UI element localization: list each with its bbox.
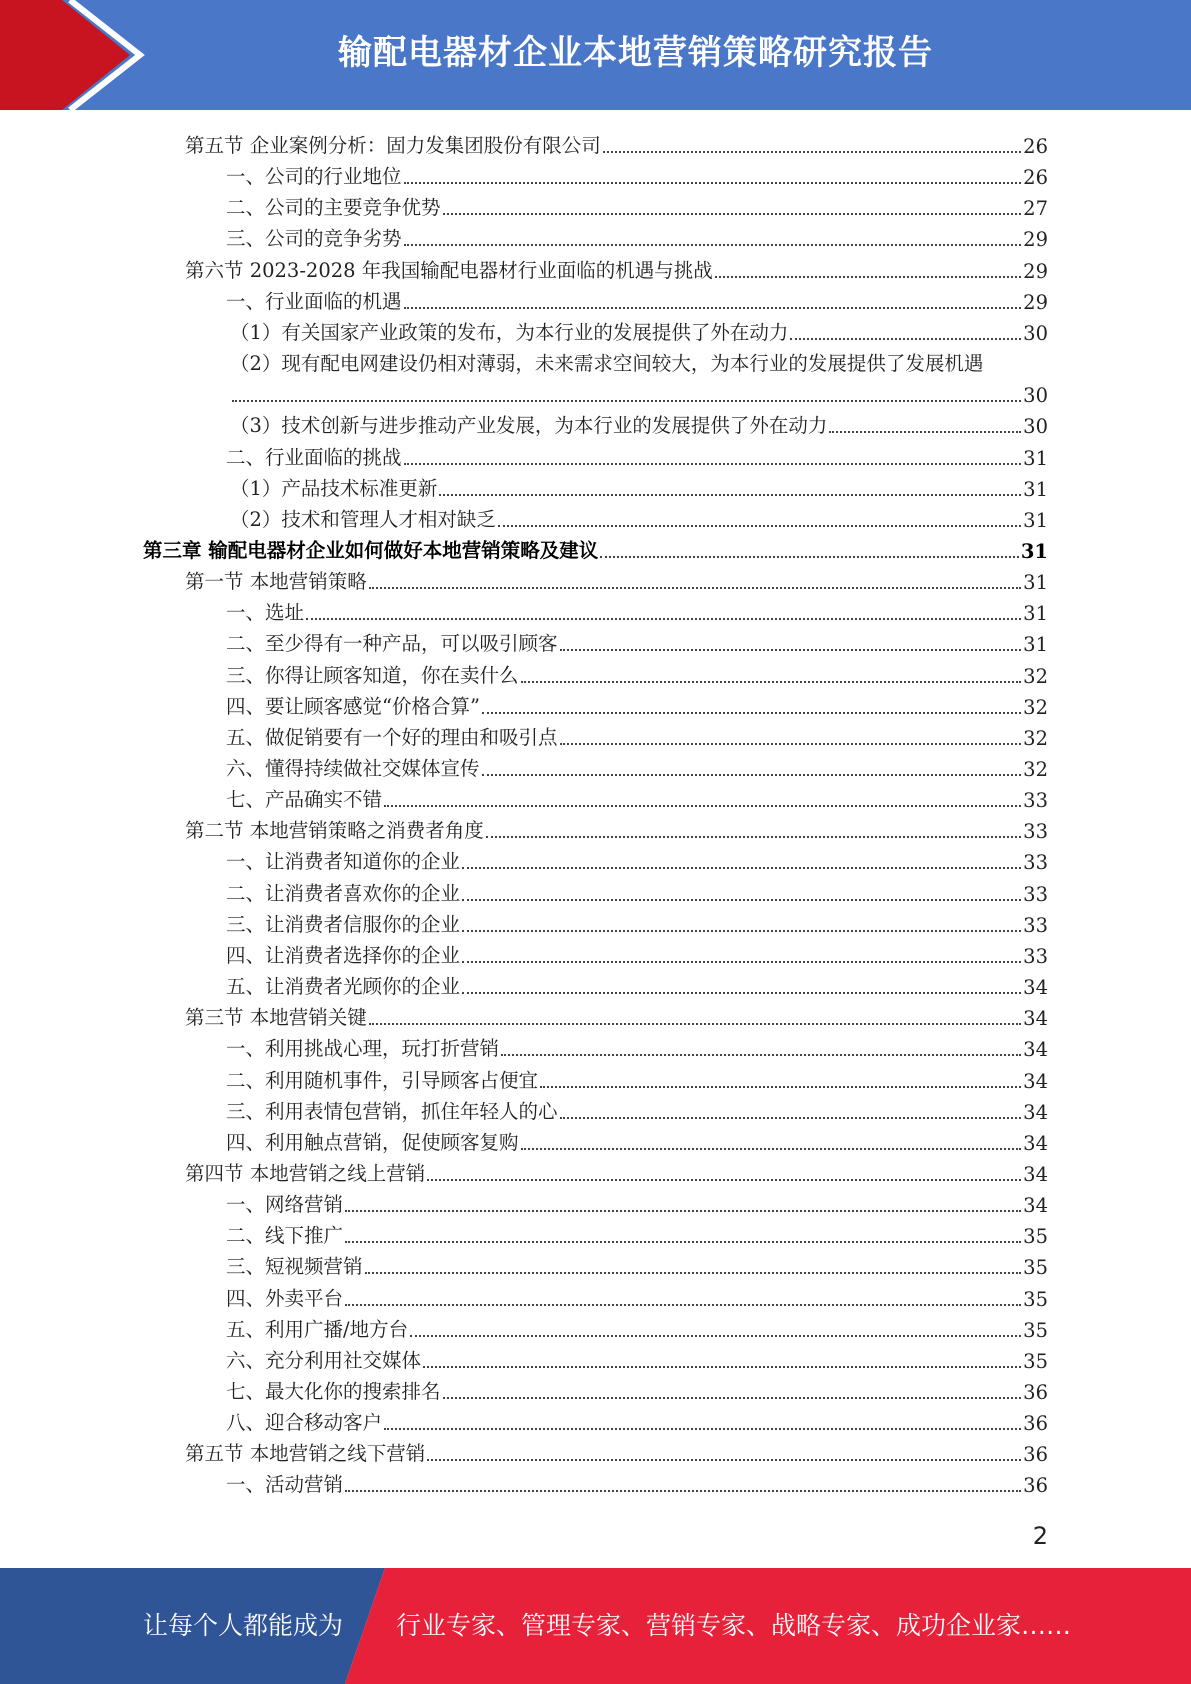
toc-entry[interactable] bbox=[230, 345, 1048, 376]
toc-entry-label: 五、让消费者光顾你的企业 bbox=[226, 975, 461, 999]
toc-entry[interactable] bbox=[226, 1093, 1048, 1124]
toc-entry-label: 四、要让顾客感觉“价格合算” bbox=[226, 694, 480, 718]
page-header bbox=[0, 0, 1191, 110]
toc-entry-page: 31 bbox=[1023, 446, 1048, 470]
toc-entry[interactable] bbox=[226, 1062, 1048, 1093]
toc-entry[interactable] bbox=[226, 719, 1048, 750]
toc-entry[interactable] bbox=[226, 688, 1048, 719]
toc-leader-dots bbox=[462, 992, 1021, 994]
toc-entry[interactable] bbox=[185, 1155, 1048, 1186]
toc-entry-page: 32 bbox=[1023, 664, 1048, 688]
page-footer bbox=[0, 1568, 1191, 1684]
toc-entry-page: 35 bbox=[1023, 1256, 1048, 1280]
toc-leader-dots bbox=[462, 867, 1021, 869]
toc-leader-dots bbox=[600, 556, 1019, 558]
toc-entry-label: 三、利用表情包营销，抓住年轻人的心 bbox=[226, 1099, 558, 1123]
toc-leader-dots bbox=[384, 1428, 1021, 1430]
toc-entry-page: 36 bbox=[1023, 1412, 1048, 1436]
toc-entry[interactable] bbox=[226, 937, 1048, 968]
toc-entry-page: 34 bbox=[1023, 1007, 1048, 1031]
toc-entry[interactable] bbox=[226, 220, 1048, 251]
toc-entry[interactable] bbox=[185, 252, 1048, 283]
toc-entry-label: 五、利用广播/地方台 bbox=[226, 1317, 409, 1341]
toc-entry-label: 八、迎合移动客户 bbox=[226, 1411, 383, 1435]
toc-entry-page: 35 bbox=[1023, 1225, 1048, 1249]
toc-leader-dots bbox=[462, 930, 1021, 932]
toc-leader-dots bbox=[498, 525, 1021, 527]
toc-entry-page: 27 bbox=[1023, 197, 1048, 221]
toc-leader-dots bbox=[345, 1241, 1021, 1243]
toc-leader-dots bbox=[365, 1272, 1022, 1274]
toc-entry-page: 33 bbox=[1023, 913, 1048, 937]
toc-leader-dots bbox=[404, 244, 1022, 246]
toc-entry-page: 32 bbox=[1023, 758, 1048, 781]
toc-entry-label: 七、产品确实不错 bbox=[226, 788, 383, 812]
toc-entry-page: 32 bbox=[1023, 695, 1048, 719]
toc-entry-page: 33 bbox=[1023, 789, 1048, 813]
toc-entry[interactable] bbox=[226, 843, 1048, 874]
footer-slogan-right: 行业专家、管理专家、营销专家、战略专家、成功企业家…… bbox=[396, 1611, 1072, 1640]
toc-leader-dots bbox=[482, 774, 1022, 776]
toc-leader-dots bbox=[369, 587, 1021, 589]
toc-entry-label: 二、线下推广 bbox=[226, 1224, 344, 1248]
toc-entry-continuation[interactable] bbox=[230, 376, 1048, 407]
toc-entry[interactable] bbox=[226, 968, 1048, 999]
document-title: 输配电器材企业本地营销策略研究报告 bbox=[338, 33, 933, 73]
toc-leader-dots bbox=[715, 276, 1021, 278]
toc-entry-label: 第六节 2023-2028 年我国输配电器材行业面临的机遇与挑战 bbox=[185, 258, 713, 282]
toc-leader-dots bbox=[486, 836, 1021, 838]
toc-entry-page: 34 bbox=[1023, 976, 1048, 1000]
toc-entry-label: 四、外卖平台 bbox=[226, 1286, 344, 1310]
toc-entry-label: 第三章 输配电器材企业如何做好本地营销策略及建议 bbox=[143, 538, 599, 562]
toc-entry[interactable] bbox=[230, 407, 1048, 438]
toc-leader-dots bbox=[404, 182, 1022, 184]
toc-entry[interactable] bbox=[226, 594, 1048, 625]
toc-entry-page: 29 bbox=[1023, 228, 1048, 252]
toc-entry-page: 31 bbox=[1023, 571, 1048, 595]
toc-entry[interactable] bbox=[230, 470, 1048, 501]
toc-entry-page: 33 bbox=[1023, 882, 1048, 906]
toc-entry[interactable] bbox=[226, 1280, 1048, 1311]
toc-entry[interactable] bbox=[226, 1311, 1048, 1342]
toc-entry-page: 35 bbox=[1023, 1287, 1048, 1311]
toc-entry-label: 七、最大化你的搜索排名 bbox=[226, 1380, 441, 1403]
toc-leader-dots bbox=[462, 899, 1021, 901]
toc-entry-page: 31 bbox=[1023, 602, 1048, 626]
toc-entry-label: （1）有关国家产业政策的发布，为本行业的发展提供了外在动力 bbox=[230, 320, 789, 344]
toc-leader-dots bbox=[410, 1335, 1021, 1337]
toc-entry[interactable] bbox=[226, 625, 1048, 656]
toc-leader-dots bbox=[603, 151, 1021, 153]
toc-entry-page: 34 bbox=[1023, 1194, 1048, 1218]
toc-entry-page: 31 bbox=[1023, 477, 1048, 501]
toc-leader-dots bbox=[790, 338, 1021, 340]
toc-entry-label: 六、充分利用社交媒体 bbox=[226, 1348, 422, 1372]
toc-leader-dots bbox=[423, 1366, 1021, 1368]
toc-entry[interactable] bbox=[226, 1373, 1048, 1404]
toc-leader-dots bbox=[560, 1117, 1022, 1119]
toc-entry[interactable] bbox=[226, 750, 1048, 781]
toc-entry-page: 34 bbox=[1023, 1162, 1048, 1186]
toc-entry-page: 33 bbox=[1023, 820, 1048, 844]
toc-entry[interactable] bbox=[226, 781, 1048, 812]
toc-leader-dots bbox=[540, 1086, 1021, 1088]
toc-leader-dots bbox=[232, 400, 1021, 402]
toc-entry-label: 一、网络营销 bbox=[226, 1193, 344, 1217]
toc-entry-label: 二、行业面临的挑战 bbox=[226, 445, 402, 469]
toc-entry-page: 32 bbox=[1023, 726, 1048, 750]
toc-entry-page: 31 bbox=[1023, 633, 1048, 657]
footer-slogan-left: 让每个人都能成为 bbox=[143, 1611, 344, 1640]
toc-entry-page: 30 bbox=[1023, 415, 1048, 439]
toc-entry-page: 29 bbox=[1023, 290, 1048, 314]
toc-entry-label: 第二节 本地营销策略之消费者角度 bbox=[185, 819, 484, 843]
toc-leader-dots bbox=[345, 1210, 1021, 1212]
toc-entry[interactable] bbox=[226, 1217, 1048, 1248]
toc-leader-dots bbox=[404, 307, 1022, 309]
toc-entry-label: 一、行业面临的机遇 bbox=[226, 289, 402, 313]
toc-entry-page: 33 bbox=[1023, 944, 1048, 968]
toc-entry-label: 三、公司的竞争劣势 bbox=[226, 227, 402, 251]
toc-entry[interactable] bbox=[185, 812, 1048, 843]
toc-entry[interactable] bbox=[226, 875, 1048, 906]
toc-entry-label: 一、活动营销 bbox=[226, 1473, 344, 1497]
toc-entry-page: 36 bbox=[1023, 1381, 1048, 1404]
toc-leader-dots bbox=[501, 1054, 1021, 1056]
toc-entry[interactable] bbox=[230, 314, 1048, 345]
toc-leader-dots bbox=[345, 1304, 1021, 1306]
toc-entry[interactable] bbox=[226, 1466, 1048, 1497]
toc-entry-page: 34 bbox=[1023, 1069, 1048, 1093]
toc-entry-page: 36 bbox=[1023, 1443, 1048, 1467]
toc-entry-label: 二、至少得有一种产品，可以吸引顾客 bbox=[226, 632, 558, 656]
toc-entry[interactable] bbox=[226, 1342, 1048, 1373]
toc-entry[interactable] bbox=[226, 1186, 1048, 1217]
toc-entry-label: 二、让消费者喜欢你的企业 bbox=[226, 881, 461, 905]
toc-entry-label: 六、懂得持续做社交媒体宣传 bbox=[226, 757, 480, 780]
toc-entry[interactable] bbox=[226, 1404, 1048, 1435]
toc-entry[interactable] bbox=[226, 1030, 1048, 1061]
toc-entry-page: 34 bbox=[1023, 1038, 1048, 1062]
toc-leader-dots bbox=[427, 1179, 1021, 1181]
toc-leader-dots bbox=[443, 1397, 1022, 1399]
toc-leader-dots bbox=[306, 618, 1021, 620]
toc-entry-page: 31 bbox=[1023, 508, 1048, 532]
toc-entry-label: 三、你得让顾客知道，你在卖什么 bbox=[226, 663, 519, 687]
toc-entry-page: 34 bbox=[1023, 1131, 1048, 1155]
toc-entry-label: 第五节 本地营销之线下营销 bbox=[185, 1442, 426, 1466]
toc-entry-page: 30 bbox=[1023, 384, 1048, 408]
toc-entry-label: 一、利用挑战心理，玩打折营销 bbox=[226, 1037, 500, 1061]
toc-entry-page: 26 bbox=[1023, 135, 1048, 158]
toc-entry-label: 三、让消费者信服你的企业 bbox=[226, 912, 461, 936]
toc-entry-label: 二、公司的主要竞争优势 bbox=[226, 196, 441, 220]
toc-entry[interactable] bbox=[226, 906, 1048, 937]
toc-entry-label: （2）现有配电网建设仍相对薄弱，未来需求空间较大，为本行业的发展提供了发展机遇 bbox=[230, 352, 984, 376]
toc-entry-page: 30 bbox=[1023, 321, 1048, 345]
toc-leader-dots bbox=[384, 805, 1021, 807]
toc-entry[interactable] bbox=[185, 1435, 1048, 1466]
toc-entry-label: 一、让消费者知道你的企业 bbox=[226, 850, 461, 874]
toc-entry-label: 五、做促销要有一个好的理由和吸引点 bbox=[226, 725, 558, 749]
toc-entry-label: 第三节 本地营销关键 bbox=[185, 1006, 367, 1030]
toc-leader-dots bbox=[560, 649, 1022, 651]
toc-entry[interactable] bbox=[185, 127, 1048, 158]
toc-entry[interactable] bbox=[226, 283, 1048, 314]
toc-entry-page: 33 bbox=[1023, 851, 1048, 875]
toc-leader-dots bbox=[443, 213, 1022, 215]
toc-entry-label: 三、短视频营销 bbox=[226, 1255, 363, 1279]
toc-leader-dots bbox=[427, 1459, 1021, 1461]
toc-entry[interactable] bbox=[185, 563, 1048, 594]
toc-leader-dots bbox=[829, 431, 1021, 433]
toc-entry-label: （2）技术和管理人才相对缺乏 bbox=[230, 507, 496, 531]
page-number: 2 bbox=[1032, 1522, 1048, 1550]
toc-leader-dots bbox=[482, 712, 1021, 714]
toc-entry[interactable] bbox=[226, 189, 1048, 220]
toc-chapter-entry[interactable] bbox=[143, 532, 1048, 563]
toc-entry-label: （1）产品技术标准更新 bbox=[230, 476, 438, 500]
toc-leader-dots bbox=[521, 1148, 1022, 1150]
toc-entry[interactable] bbox=[226, 657, 1048, 688]
toc-entry[interactable] bbox=[226, 1124, 1048, 1155]
toc-entry-page: 29 bbox=[1023, 259, 1048, 283]
toc-entry-page: 35 bbox=[1023, 1318, 1048, 1342]
toc-entry-page: 26 bbox=[1023, 166, 1048, 190]
toc-leader-dots bbox=[404, 463, 1022, 465]
toc-leader-dots bbox=[521, 681, 1022, 683]
toc-entry-label: 第四节 本地营销之线上营销 bbox=[185, 1161, 426, 1185]
toc-leader-dots bbox=[369, 1023, 1021, 1025]
toc-entry[interactable] bbox=[230, 501, 1048, 532]
toc-entry-page: 36 bbox=[1023, 1474, 1048, 1498]
toc-entry[interactable] bbox=[226, 439, 1048, 470]
toc-leader-dots bbox=[560, 743, 1022, 745]
toc-entry[interactable] bbox=[185, 999, 1048, 1030]
toc-entry-page: 34 bbox=[1023, 1100, 1048, 1124]
toc-entry-label: 第五节 企业案例分析：固力发集团股份有限公司 bbox=[185, 134, 601, 157]
toc-entry-label: 第一节 本地营销策略 bbox=[185, 570, 367, 594]
toc-entry[interactable] bbox=[226, 1248, 1048, 1279]
toc-leader-dots bbox=[439, 494, 1021, 496]
toc-entry[interactable] bbox=[226, 158, 1048, 189]
toc-leader-dots bbox=[345, 1490, 1021, 1492]
toc-entry-label: 四、让消费者选择你的企业 bbox=[226, 943, 461, 967]
toc-entry-label: 二、利用随机事件，引导顾客占便宜 bbox=[226, 1068, 539, 1092]
toc-entry-page: 35 bbox=[1023, 1349, 1048, 1373]
toc-entry-label: 一、选址 bbox=[226, 601, 305, 625]
toc-entry-page: 31 bbox=[1020, 539, 1048, 563]
toc-entry-label: 四、利用触点营销，促使顾客复购 bbox=[226, 1130, 519, 1154]
toc-leader-dots bbox=[462, 961, 1021, 963]
toc-entry-label: 一、公司的行业地位 bbox=[226, 165, 402, 189]
toc-entry-label: （3）技术创新与进步推动产业发展，为本行业的发展提供了外在动力 bbox=[230, 414, 828, 438]
